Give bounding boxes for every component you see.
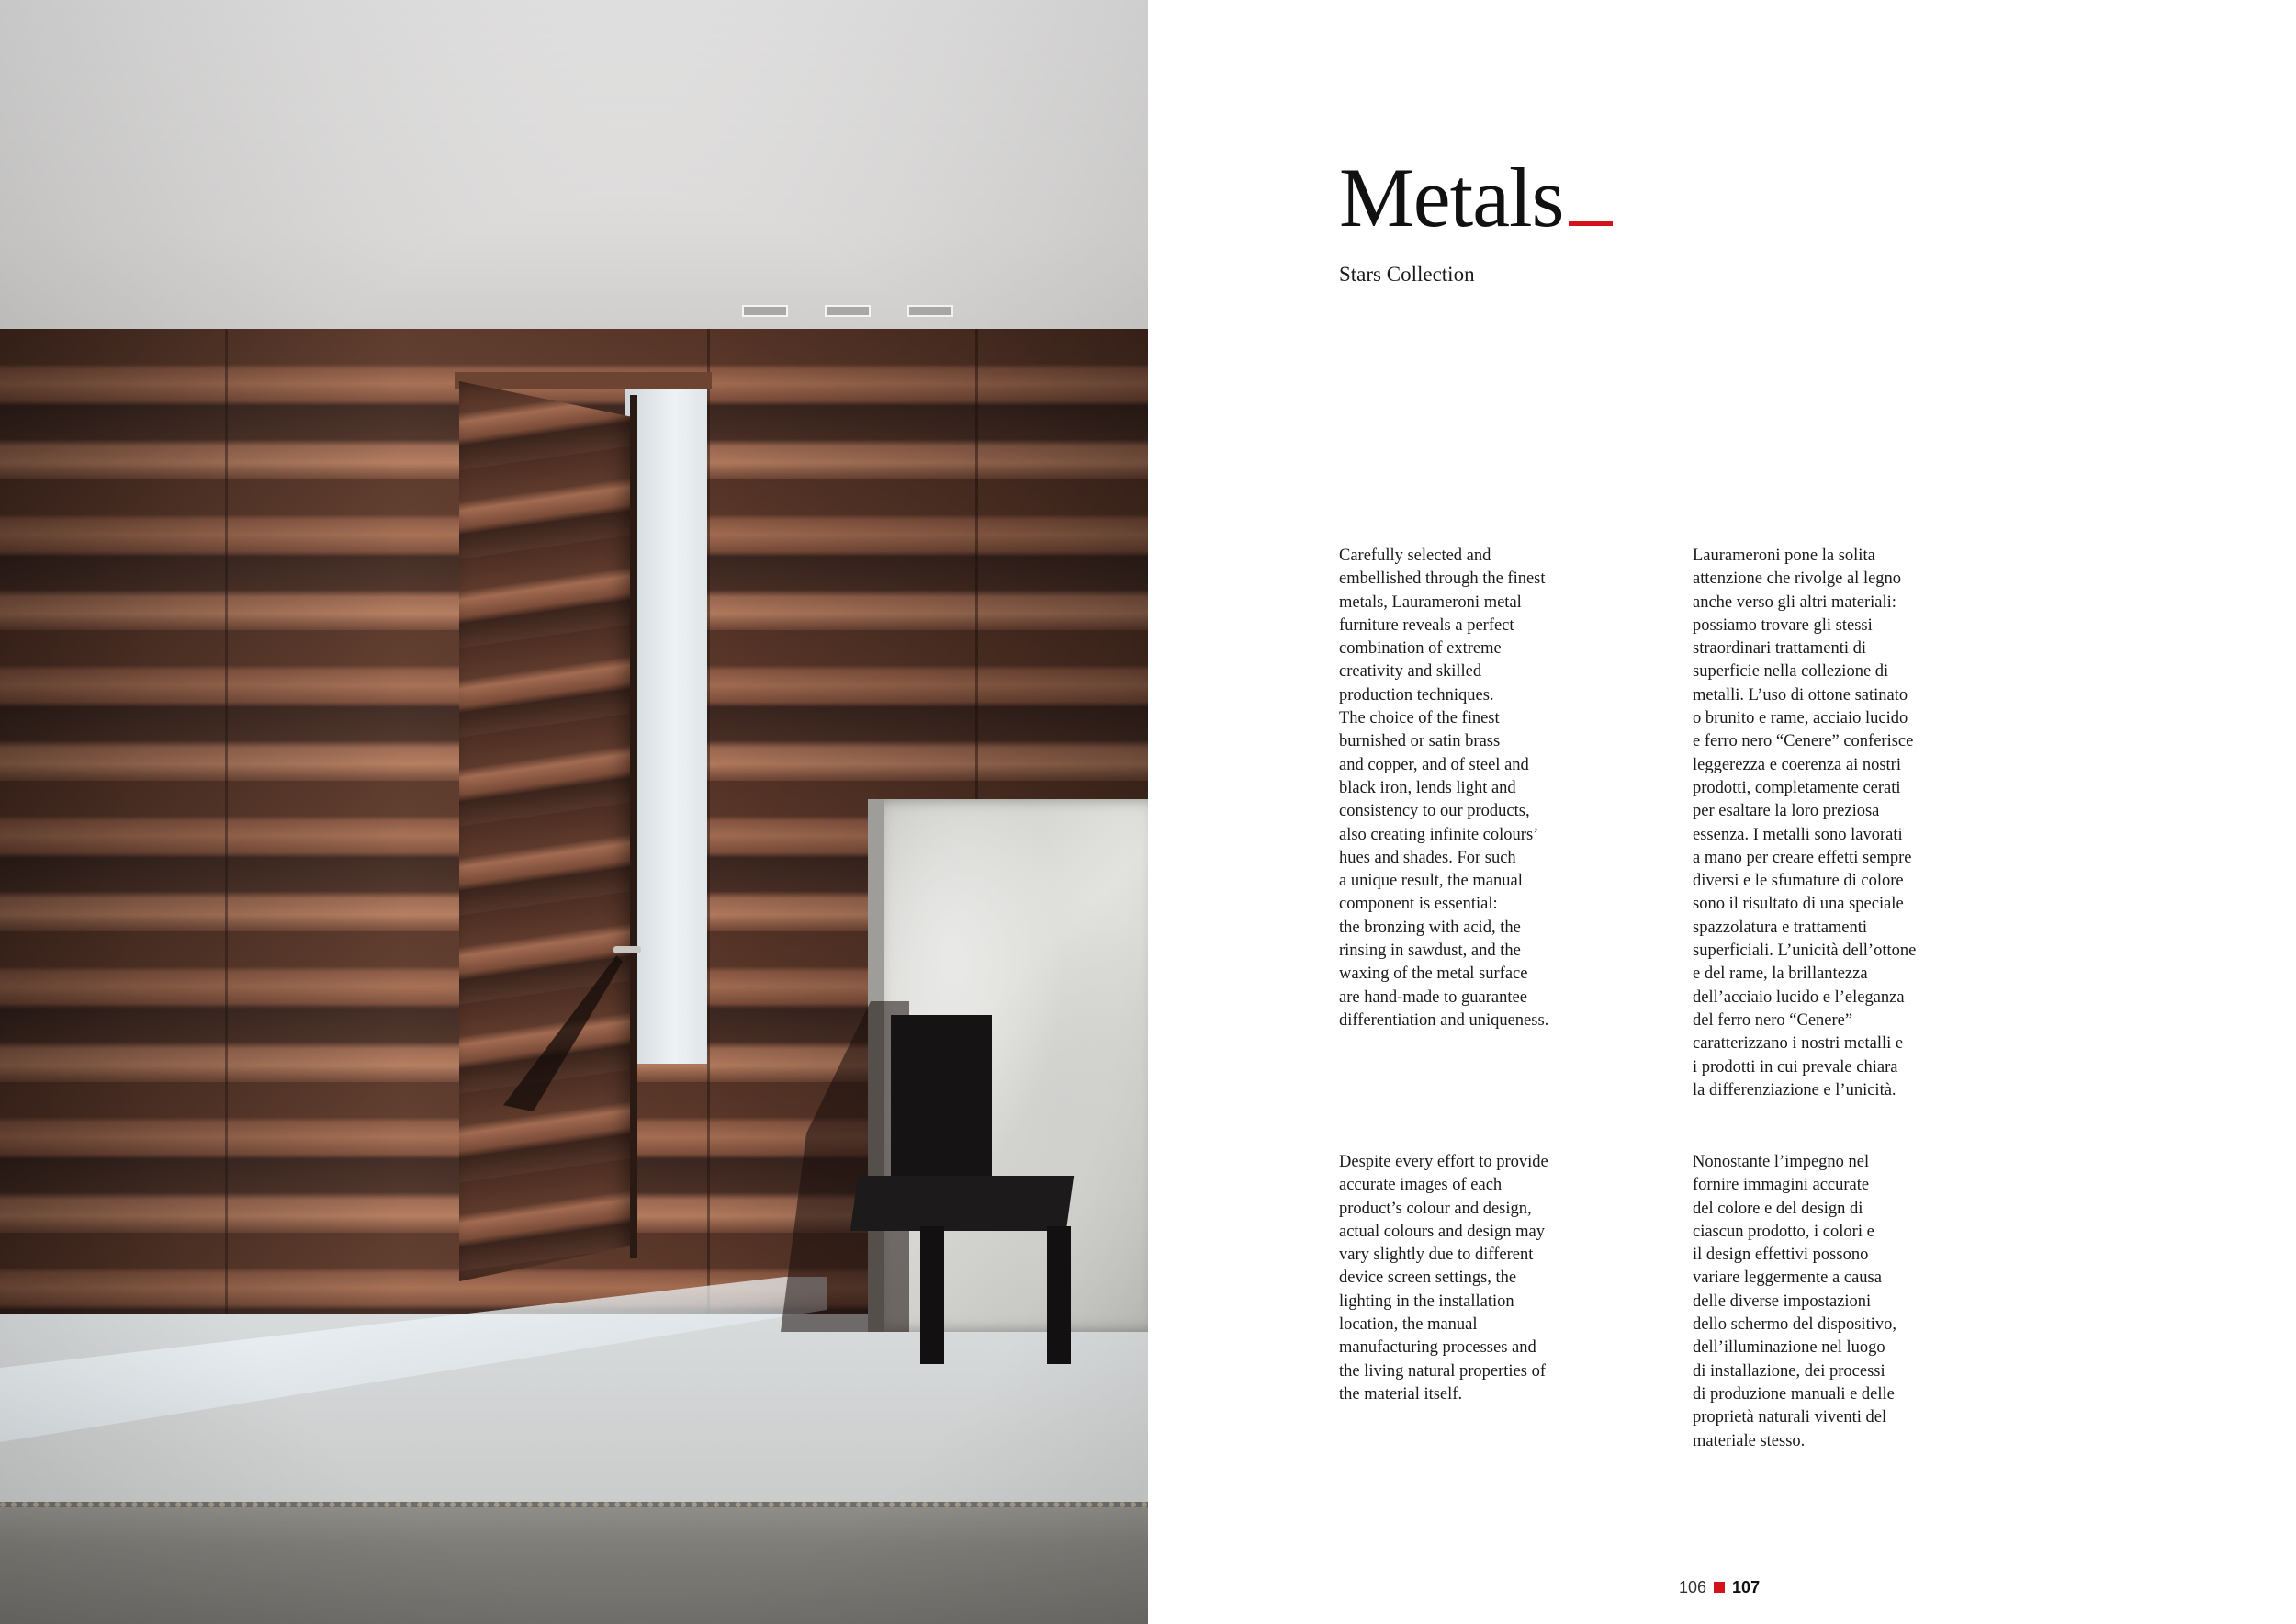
page-number-right: 107	[1732, 1578, 1761, 1596]
red-square-icon	[1714, 1582, 1725, 1593]
english-disclaimer-paragraph: Despite every effort to provide accurate images of each product’s colour and design, actual colours and design may vary slightly due to different device screen settings, the lighting in the installation location, the manual manufacturing processes and the living natural properties of the material itself.	[1339, 1153, 1548, 1404]
page-title	[1339, 147, 1613, 248]
page-title-text: Metals	[1339, 151, 1564, 244]
italian-disclaimer-paragraph: Nonostante l’impegno nel fornire immagini accurate del colore e del design di ciascun prodotto, i colori e il design effettivi possono variare leggermente a causa delle diverse impostazioni dello schermo del dispositivo, dell’illuminazione nel luogo di installazione, dei processi di produzione manuali e delle proprietà naturali viventi del materiale stesso.	[1693, 1153, 1896, 1450]
title-accent-underscore	[1569, 221, 1613, 226]
page-numbers	[1679, 1576, 1760, 1598]
collection-subtitle: Stars Collection	[1339, 263, 1475, 286]
page-number-left: 106	[1679, 1578, 1707, 1596]
english-intro-paragraph: Carefully selected and embellished through the finest metals, Laurameroni metal furniture reveals a perfect combination of extreme creativity and skilled production techniques. The choice of the finest burnished or satin brass and copper, and of steel and black iron, lends light and consistency to our products, also creating infinite colours’ hues and shades. For such a unique result, the manual component is essential: the bronzing with acid, the rinsing in sawdust, and the waxing of the metal surface are hand-made to guarantee differentiation and uniqueness.	[1339, 547, 1549, 1030]
italian-intro-paragraph: Laurameroni pone la solita attenzione che rivolge al legno anche verso gli altri materiali: possiamo trovare gli stessi straordinari trattamenti di superficie nella collezione di metalli. L’uso di ottone satinato o brunito e rame, acciaio lucido e ferro nero “Cenere” conferisce leggerezza e coerenza ai nostri prodotti, completamente cerati per esaltare la loro preziosa essenza. I metalli sono lavorati a mano per creare effetti sempre diversi e le sfumature di colore sono il risultato di una speciale spazzolatura e trattamenti superficiali. L’unicità dell’ottone e del rame, la brillantezza dell’acciaio lucido e l’eleganza del ferro nero “Cenere” caratterizzano i nostri metalli e i prodotti in cui prevale chiara la differenziazione e l’unicità.	[1693, 547, 1917, 1100]
